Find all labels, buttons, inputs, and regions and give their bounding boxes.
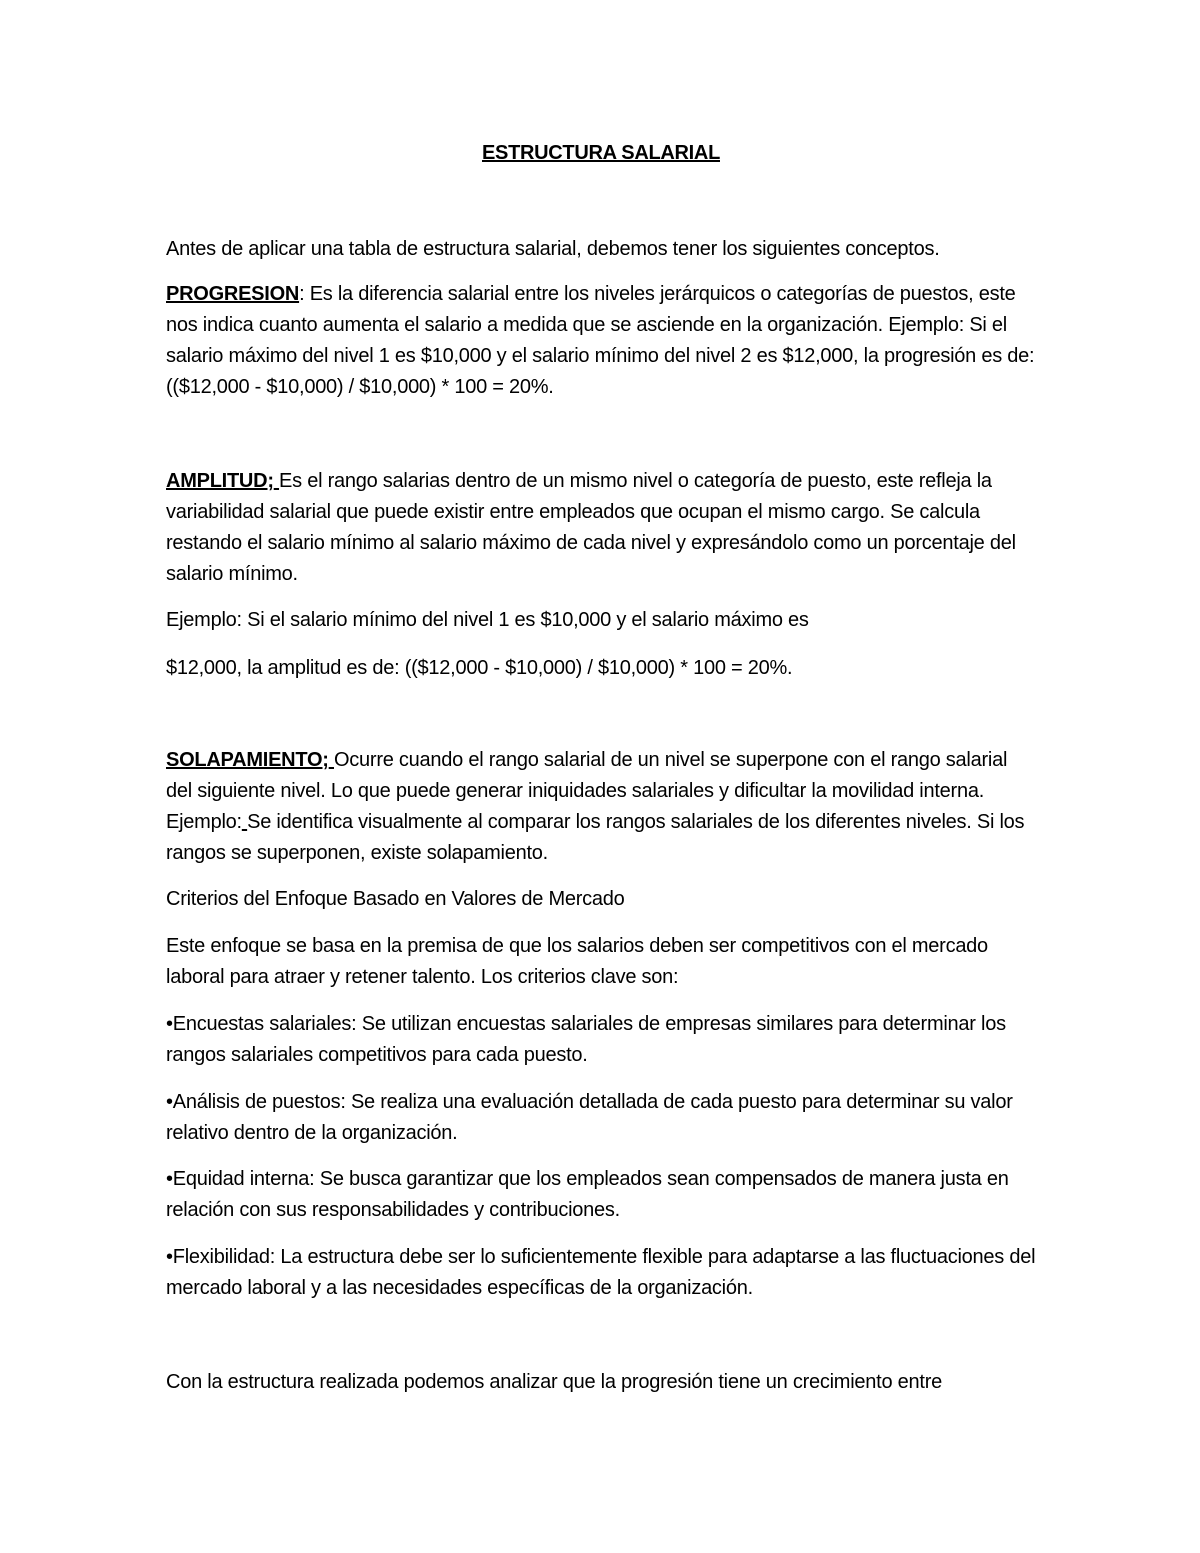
amplitud-text: Es el rango salarias dentro de un mismo nivel o categoría de puesto, este refleja la variabilidad salarial que puede existir entre empleados que ocupan el mismo cargo. Se calcula restando el salario mínimo al salario máximo de cada nivel y expresándolo como un porcentaje del salario mínimo.	[166, 470, 1016, 585]
bullet-encuestas: •Encuestas salariales: Se utilizan encuestas salariales de empresas similares para determinar los rangos salariales competitivos para cada puesto.	[166, 1013, 1006, 1066]
closing-paragraph: Con la estructura realizada podemos analizar que la progresión tiene un crecimiento entre	[166, 1371, 942, 1393]
document-title: ESTRUCTURA SALARIAL	[482, 142, 720, 164]
bullet-flexibilidad: •Flexibilidad: La estructura debe ser lo suficientemente flexible para adaptarse a las fluctuaciones del mercado laboral y a las necesidades específicas de la organización.	[166, 1246, 1036, 1299]
progresion-term: PROGRESION	[166, 283, 300, 305]
amplitud-term: AMPLITUD;	[166, 470, 274, 492]
solapamiento-paragraph	[166, 745, 1036, 869]
amplitud-paragraph	[166, 466, 1036, 590]
criterios-intro: Este enfoque se basa en la premisa de que los salarios deben ser competitivos con el mercado laboral para atraer y retener talento. Los criterios clave son:	[166, 935, 988, 988]
progresion-colon: :	[299, 283, 305, 305]
solapamiento-term: SOLAPAMIENTO;	[166, 749, 329, 771]
criterios-heading: Criterios del Enfoque Basado en Valores de Mercado	[166, 888, 625, 910]
amplitud-example-line-2: $12,000, la amplitud es de: (($12,000 - $10,000) / $10,000) * 100 = 20%.	[166, 657, 793, 679]
progresion-paragraph	[166, 279, 1036, 403]
bullet-analisis: •Análisis de puestos: Se realiza una evaluación detallada de cada puesto para determinar su valor relativo dentro de la organización.	[166, 1091, 1013, 1144]
solapamiento-text-a: Ocurre cuando el rango salarial de un nivel se superpone con el rango salarial del siguiente nivel. Lo que puede generar iniquidades salariales y dificultar la movilidad interna. Ejemplo:	[166, 749, 1008, 833]
bullet-equidad: •Equidad interna: Se busca garantizar que los empleados sean compensados de manera justa en relación con sus responsabilidades y contribuciones.	[166, 1168, 1009, 1221]
amplitud-example-line-1: Ejemplo: Si el salario mínimo del nivel 1 es $10,000 y el salario máximo es	[166, 609, 809, 631]
solapamiento-text-c: Se identifica visualmente al comparar los rangos salariales de los diferentes niveles. Si los rangos se superponen, existe solapamiento.	[166, 811, 1025, 864]
progresion-text: Es la diferencia salarial entre los niveles jerárquicos o categorías de puestos, este nos indica cuanto aumenta el salario a medida que se asciende en la organización. Ejemplo: Si el salario máximo del nivel 1 es $10,000 y el salario mínimo del nivel 2 es $12,000, la progresión es de: (($12,000 - $10,000) / $10,000) * 100 = 20%.	[166, 283, 1035, 398]
intro-paragraph: Antes de aplicar una tabla de estructura salarial, debemos tener los siguientes conceptos.	[166, 238, 940, 260]
